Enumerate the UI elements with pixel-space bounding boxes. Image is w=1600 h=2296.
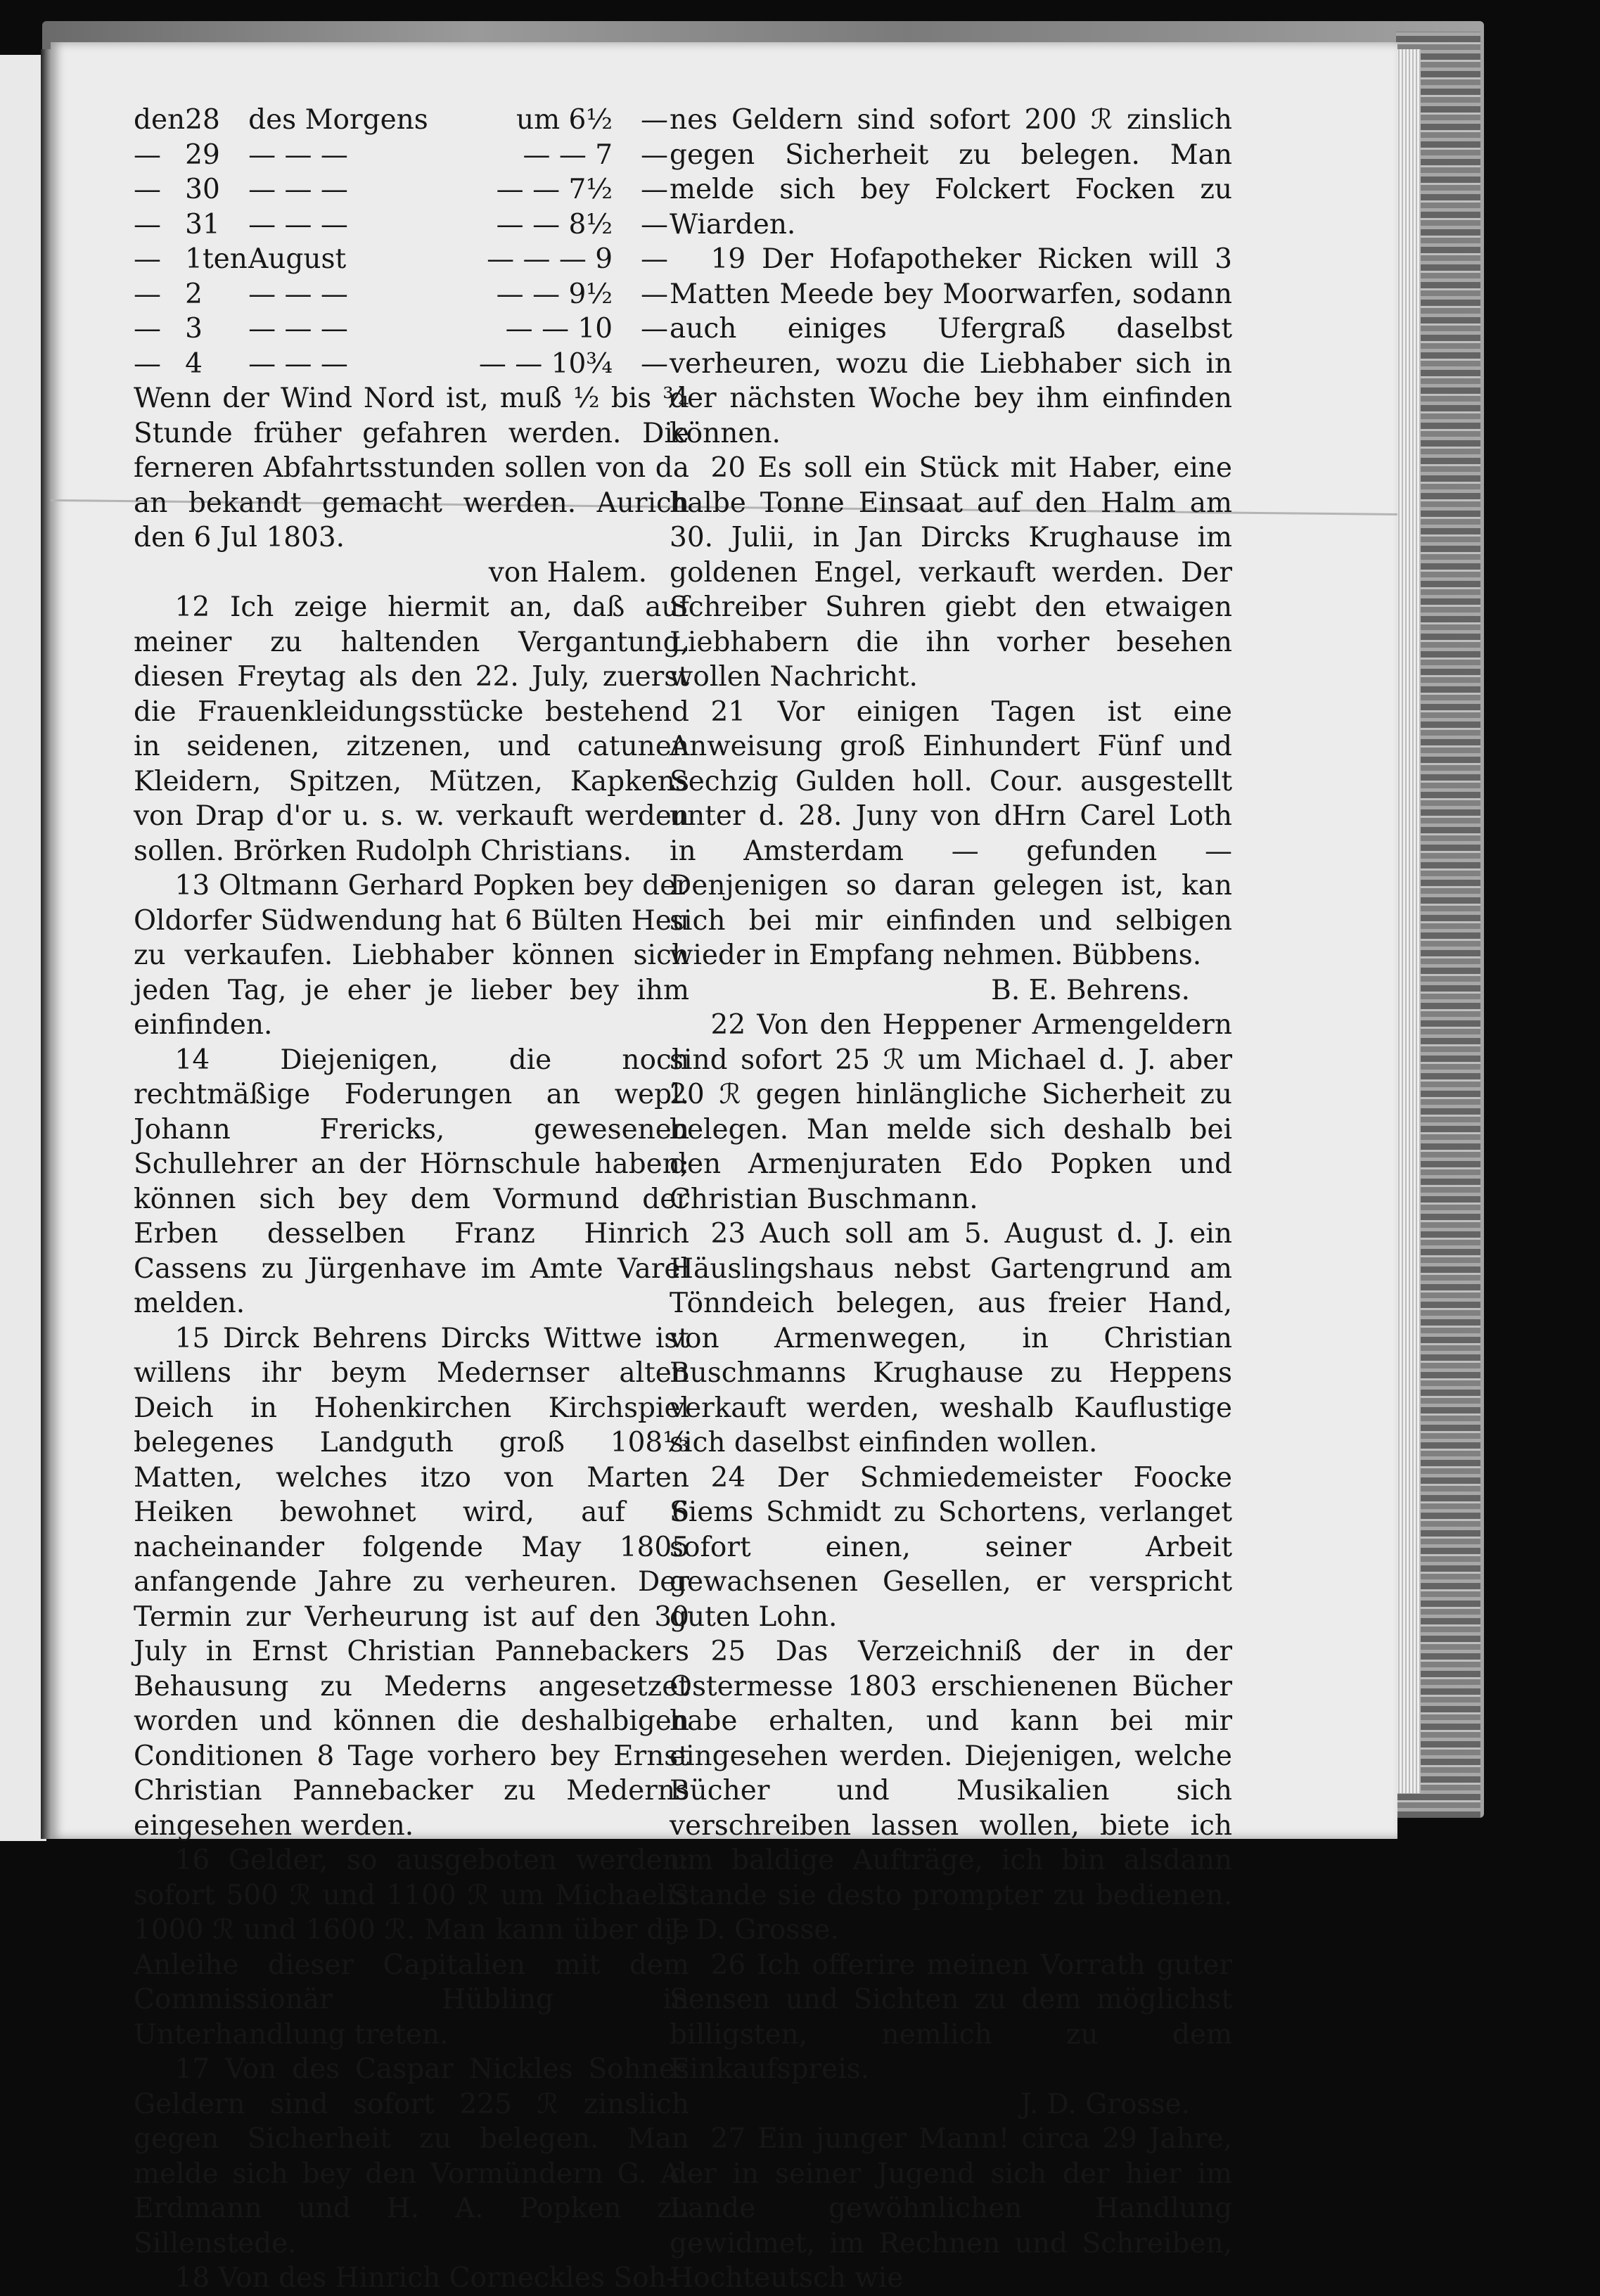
timetable-cell: — — [134, 313, 161, 345]
timetable-cell: 4 — [185, 347, 203, 380]
timetable-cell: — — [641, 347, 668, 380]
notice-17: 17 Von des Caspar Nickles Sohnes Geldern sind sofort 225 ℛ zinslich gegen Sicherheit zu belegen. Man melde sich bey den Vormündern G. A. Erdmann und H. A. Popken zu Sillenstede. — [134, 2053, 689, 2259]
timetable-cell: 3 — [185, 313, 203, 345]
notice-21-signature: B. E. Behrens. — [991, 974, 1190, 1006]
timetable-row — [134, 207, 668, 243]
timetable-cell: — — 9½ — [496, 278, 613, 310]
timetable-cell: — — [134, 243, 161, 275]
notice-26: 26 Ich offerire meinen Vorrath guter Sensen und Sichten zu dem möglichst billigsten, nemlich zu dem Einkaufspreis. — [670, 1949, 1232, 2085]
notice-19: 19 Der Hofapotheker Ricken will 3 Matten Meede bey Moorwarfen, sodann auch einiges Ufergraß daselbst verheuren, wozu die Liebhaber sich in der nächsten Woche bey ihm einfinden können. — [670, 243, 1232, 449]
timetable-cell: — — — — [248, 139, 348, 171]
timetable-cell: — — 8½ — [496, 208, 613, 240]
timetable-cell: — — — 9 — [487, 243, 613, 275]
timetable-cell: 2 — [185, 278, 203, 310]
notice-14: 14 Diejenigen, die noch rechtmäßige Foderungen an wepl. Johann Frericks, gewesenen Schullehrer an der Hörnschule haben; können sich bey dem Vormund der Erben desselben Franz Hinrich Cassens zu Jürgenhave im Amte Varel melden. — [134, 1044, 689, 1319]
notice-27: 27 Ein junger Mann! circa 29 Jahre, der in seiner Jugend sich der hier im Lande gewöhnlichen Handlung gewidmet, im Rechnen und Schreiben, Hochteutsch wie — [670, 2123, 1232, 2294]
notice-12: 12 Ich zeige hiermit an, daß auf meiner zu haltenden Vergantung, diesen Freytag als den 22. July, zuerst die Frauenkleidungsstücke bestehend in seidenen, zitzenen, und catunen Kleidern, Spitzen, Mützen, Kapkens von Drap d'or u. s. w. verkauft werden sollen. Brörken Rudolph Christians. — [134, 591, 689, 867]
notice-wind: Wenn der Wind Nord ist, muß ½ bis ¾ Stunde früher gefahren werden. Die ferneren Abfahrtsstunden sollen von da an bekandt gemacht werden. Aurich den 6 Jul 1803. — [134, 383, 689, 553]
timetable-cell: — — — — [248, 208, 348, 240]
timetable-cell: August — [248, 243, 347, 275]
notice-20: 20 Es soll ein Stück mit Haber, eine halbe Tonne Einsaat auf den Halm am 30. Julii, in Jan Dircks Krughause im goldenen Engel, verkauft werden. Der Schreiber Suhren giebt den etwaigen Liebhabern die ihn vorher besehen wollen Nachricht. — [670, 452, 1232, 693]
notice-21: 21 Vor einigen Tagen ist eine Anweisung groß Einhundert Fünf und Sechzig Gulden holl. Cour. ausgestellt unter d. 28. Juny von dHrn Carel Loth in Amsterdam — gefunden — Denjenigen so daran gelegen ist, kan sich bei mir einfinden und selbigen wieder in Empfang nehmen. Bübbens. — [670, 695, 1232, 971]
timetable-cell: 29 — [185, 139, 220, 171]
timetable-cell: — — 7½ — [496, 174, 613, 205]
notice-wind-signature: von Halem. — [488, 556, 647, 589]
timetable-cell: — — [641, 174, 668, 205]
timetable-cell: — — [134, 278, 161, 310]
timetable-cell: — — 7 — [523, 139, 613, 171]
notice-24: 24 Der Schmiedemeister Foocke Siems Schmidt zu Schortens, verlanget sofort einen, seiner Arbeit gewachsenen Gesellen, er verspricht guten Lohn. — [670, 1461, 1232, 1633]
timetable-cell: — — — — [248, 278, 348, 310]
notice-26-signature: J. D. Grosse. — [1020, 2088, 1190, 2120]
notice-18-continued: nes Geldern sind sofort 200 ℛ zinslich gegen Sicherheit zu belegen. Man melde sich bey Folckert Focken zu Wiarden. — [670, 104, 1232, 240]
timetable-cell: — — [641, 104, 668, 136]
timetable-cell: den — [134, 104, 186, 136]
notice-22: 22 Von den Heppener Armengeldern sind sofort 25 ℛ um Michael d. J. aber 20 ℛ gegen hinlängliche Sicherheit zu belegen. Man melde sich deshalb bei den Armenjuraten Edo Popken und Christian Buschmann. — [670, 1009, 1232, 1215]
timetable-cell: 28 — [185, 104, 220, 136]
timetable-cell: — — [641, 313, 668, 345]
right-column — [670, 103, 1232, 2296]
facing-page-strip — [0, 55, 46, 1841]
timetable-cell: — — [641, 208, 668, 240]
ferry-timetable — [134, 103, 668, 381]
timetable-cell: — — [134, 347, 161, 380]
timetable-cell: — — [134, 208, 161, 240]
notice-18: 18 Von des Hinrich Corneckles Soh- — [174, 2262, 676, 2294]
timetable-row — [134, 277, 668, 312]
notice-13: 13 Oltmann Gerhard Popken bey der Oldorfer Südwendung hat 6 Bülten Heu zu verkaufen. Liebhaber können sich jeden Tag, je eher je lieber bey ihm einfinden. — [134, 870, 689, 1041]
timetable-cell: des Morgens — [248, 104, 428, 136]
timetable-cell: — — 10¾ — [478, 347, 613, 380]
timetable-row — [134, 242, 668, 277]
timetable-cell: 31 — [185, 208, 220, 240]
timetable-cell: — — — — [248, 347, 348, 380]
notice-15: 15 Dirck Behrens Dircks Wittwe ist willens ihr beym Medernser alten Deich in Hohenkirchen Kirchspiel belegenes Landguth groß 108⅓ Matten, welches itzo von Marten Heiken bewohnet wird, auf 6 nacheinander folgende May 1805 anfangende Jahre zu verheuren. Der Termin zur Verheurung ist auf den 30 July in Ernst Christian Pannebackers Behausung zu Mederns angesetzet worden und können die deshalbigen Conditionen 8 Tage vorhero bey Ernst Christian Pannebacker zu Mederns eingesehen werden. — [134, 1322, 689, 1842]
timetable-cell: — — 10 — [505, 313, 613, 345]
timetable-row — [134, 347, 668, 382]
printed-page — [51, 42, 1397, 2294]
timetable-cell: 30 — [185, 174, 220, 205]
timetable-row — [134, 103, 668, 138]
timetable-cell: — — [134, 139, 161, 171]
timetable-cell: — — — — [248, 313, 348, 345]
left-column — [134, 103, 689, 2296]
timetable-cell: — — — — [248, 174, 348, 205]
notice-25: 25 Das Verzeichniß der in der Ostermesse 1803 erschienenen Bücher habe erhalten, und kann bei mir eingesehen werden. Diejenigen, welche Bücher und Musikalien sich verschreiben lassen wollen, biete ich um baldige Aufträge, ich bin alsdann Stande sie desto prompter zu bedienen. J. D. Grosse. — [670, 1636, 1232, 1946]
timetable-row — [134, 138, 668, 173]
timetable-cell: 1ten — [185, 243, 248, 275]
timetable-cell: — — [641, 243, 668, 275]
timetable-row — [134, 312, 668, 347]
notice-16: 16 Gelder, so ausgeboten werden: sofort 500 ℛ und 1100 ℛ um Michaelis 1000 ℛ und 1600 ℛ. Man kann über die Anleihe dieser Capitalien mit dem Commissionär Hübling in Unterhandlung treten. — [134, 1845, 689, 2051]
timetable-cell: um 6½ — [516, 104, 613, 136]
timetable-cell: — — [641, 278, 668, 310]
notice-23: 23 Auch soll am 5. August d. J. ein Häuslingshaus nebst Gartengrund am Tönndeich belegen, aus freier Hand, von Armenwegen, in Christian Buschmanns Krughause zu Heppens verkauft werden, weshalb Kauflustige sich daselbst einfinden wollen. — [670, 1218, 1232, 1458]
timetable-cell: — — [641, 139, 668, 171]
timetable-row — [134, 172, 668, 207]
timetable-cell: — — [134, 174, 161, 205]
